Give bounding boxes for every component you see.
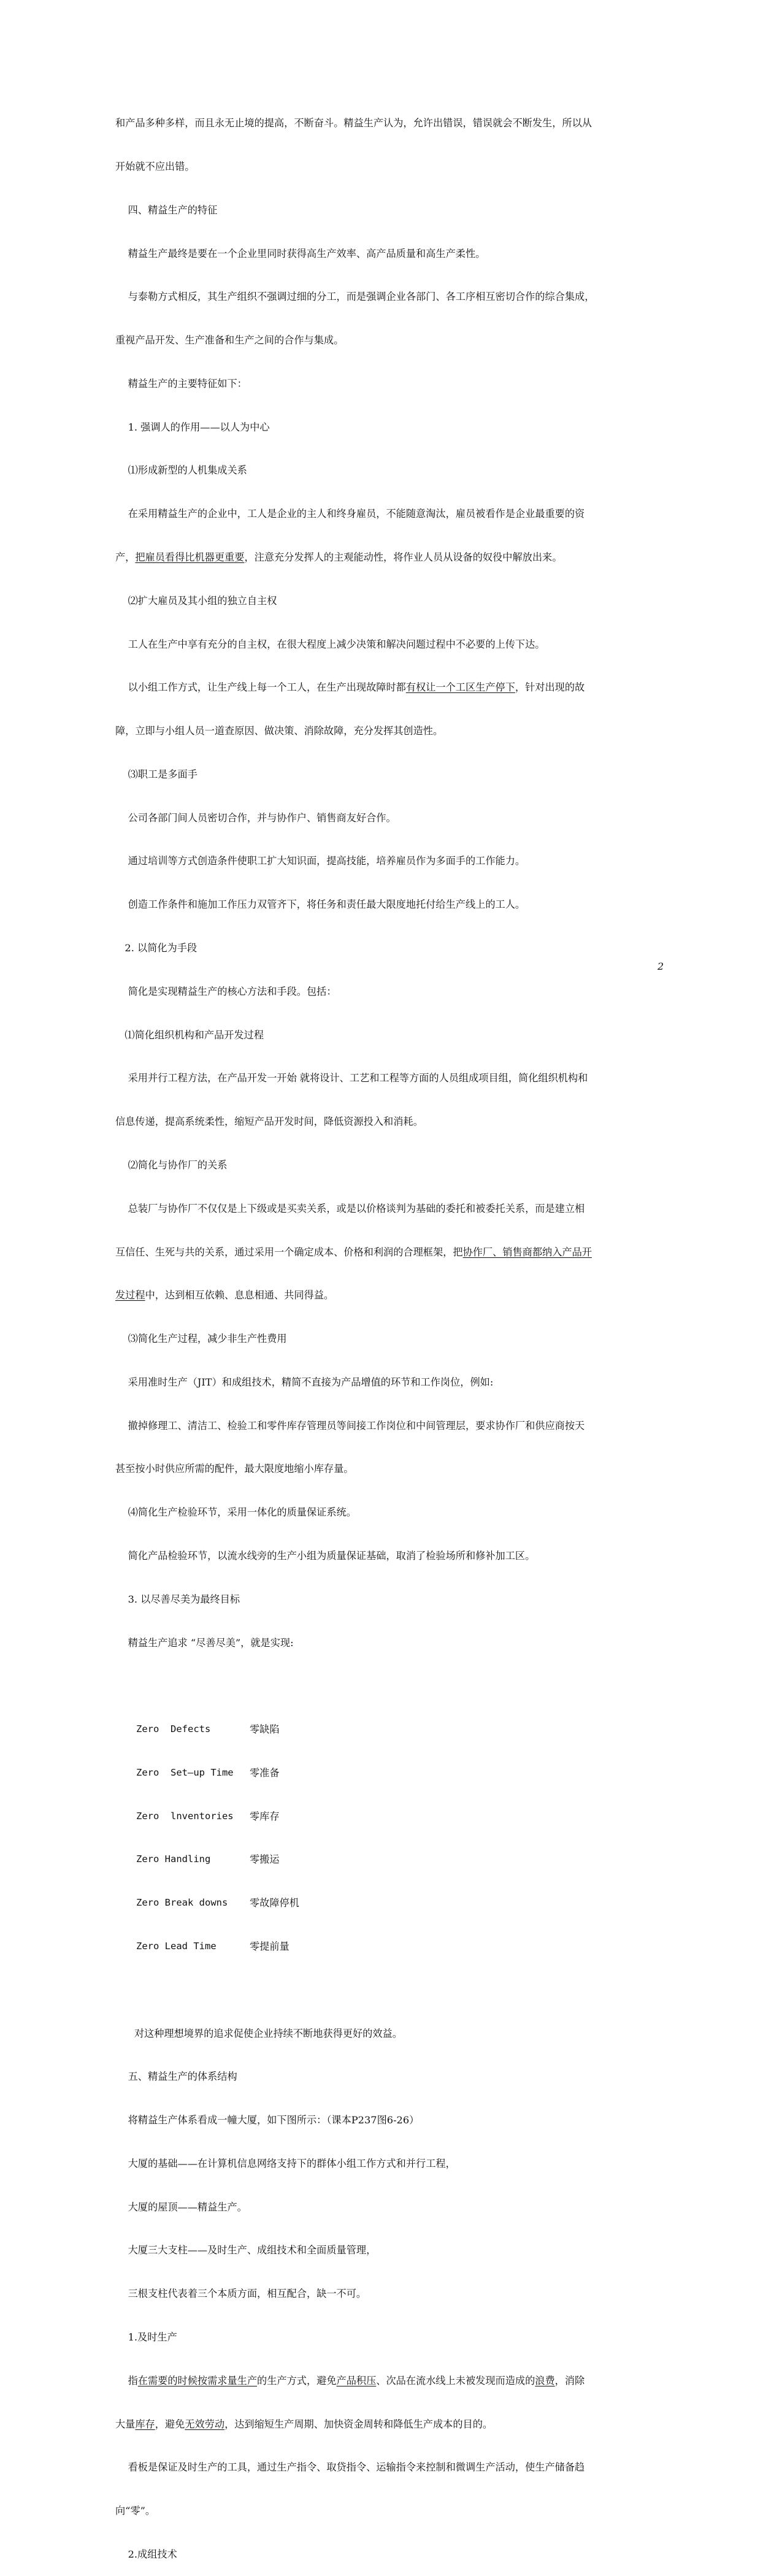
text-line: 大厦的基础——在计算机信息网络支持下的群体小组工作方式和并行工程， [115,2157,456,2169]
underlined-phrase: 库存 [135,2418,155,2430]
underlined-phrase: 把雇员看得比机器更重要 [135,551,245,563]
text-line: 和产品多种多样，而且永无止境的提高，不断奋斗。精益生产认为，允许出错误，错误就会不断发生，所以从 [115,117,592,129]
subheading: ⑷简化生产检验环节，采用一体化的质量保证系统。 [115,1506,356,1519]
text-line: 以小组工作方式，让生产线上每一个工人，在生产出现故障时都有权让一个工区生产停下，针对出现的故 [115,681,585,694]
text-line: 采用并行工程方法，在产品开发一开始 就将设计、工艺和工程等方面的人员组成项目组，简化组织机构和 [115,1072,588,1084]
underlined-phrase: 发过程 [115,1289,145,1301]
underlined-phrase: 浪费 [535,2374,555,2386]
subheading: ⑶简化生产过程，减少非生产性费用 [115,1333,287,1345]
text-line: 撤掉修理工、清洁工、检验工和零件库存管理员等间接工作岗位和中间管理层，要求协作厂和供应商按天 [115,1419,585,1432]
document-body [115,87,672,2576]
subheading: ⑴形成新型的人机集成关系 [115,464,247,477]
zero-goal-item: Zero Defects 零缺陷 [136,1723,280,1736]
section-heading: 五、精益生产的体系结构 [115,2071,237,2083]
underlined-phrase: 在需要的时候按需求量生产 [137,2374,258,2386]
text-line: 将精益生产体系看成一幢大厦，如下图所示：（课本P237图6-26） [115,2114,420,2126]
underlined-phrase: 产品积压 [336,2374,377,2386]
text-line: 在采用精益生产的企业中，工人是企业的主人和终身雇员，不能随意淘汰，雇员被看作是企业最重要的资 [115,508,585,520]
text-line: 总装厂与协作厂不仅仅是上下级或是买卖关系，或是以价格谈判为基础的委托和被委托关系，而是建立相 [115,1202,585,1214]
zero-goal-item: Zero lnventories 零库存 [136,1810,280,1822]
subheading: 1.及时生产 [115,2331,177,2344]
text-line: 公司各部门间人员密切合作，并与协作户、销售商友好合作。 [115,811,396,824]
section-heading: 四、精益生产的特征 [115,204,218,216]
text-line: 甚至按小时供应所需的配件，最大限度地缩小库存量。 [115,1463,354,1475]
text-line: 看板是保证及时生产的工具，通过生产指令、取贷指令、运输指令来控制和微调生产活动，使生产储备趋 [115,2461,585,2474]
text-line: 重视产品开发、生产准备和生产之间的合作与集成。 [115,334,344,347]
zero-goal-item: Zero Set—up Time 零准备 [136,1766,280,1779]
zero-goal-item: Zero Handling 零搬运 [136,1853,280,1866]
text-line: 采用准时生产（JIT）和成组技术，精简不直接为产品增值的环节和工作岗位，例如: [115,1376,494,1388]
text-line: 三根支柱代表着三个本质方面，相互配合，缺一不可。 [115,2288,367,2300]
subheading: ⑵简化与协作厂的关系 [115,1159,228,1171]
underlined-phrase: 协作厂、销售商都纳入产品开 [462,1246,592,1258]
text-line: 通过培训等方式创造条件使职工扩大知识面，提高技能，培养雇员作为多面手的工作能力。 [115,855,526,867]
text-line: 大厦的屋顶——精益生产。 [115,2201,247,2213]
text-line: 创造工作条件和施加工作压力双管齐下，将任务和责任最大限度地托付给生产线上的工人。 [115,899,526,911]
text-line: 向“零”。 [115,2505,156,2517]
text-line: 简化产品检验环节，以流水线旁的生产小组为质量保证基础，取消了检验场所和修补加工区。 [115,1549,535,1562]
text-line: 对这种理想境界的追求促使企业持续不断地获得更好的效益。 [115,2027,402,2039]
subheading: ⑶职工是多面手 [115,768,197,780]
text-line: 产，把雇员看得比机器更重要，注意充分发挥人的主观能动性，将作业人员从设备的奴役中解放出来。 [115,551,562,563]
text-line: 与泰勒方式相反，其生产组织不强调过细的分工，而是强调企业各部门、各工序相互密切合作的综合集成， [115,291,595,303]
text-line: 大量库存，避免无效劳动，达到缩短生产周期、加快资金周转和降低生产成本的目的。 [115,2418,493,2430]
text-line: 指在需要的时候按需求量生产的生产方式，避免产品积压、次品在流水线上未被发现而造成的浪费，消除 [115,2374,585,2386]
zero-goals-list [115,1693,672,1983]
subheading: 1. 强调人的作用——以人为中心 [115,421,270,433]
text-line: 精益生产最终是要在一个企业里同时获得高生产效率、高产品质量和高生产柔性。 [115,247,486,259]
subheading: 2.成组技术 [115,2548,177,2560]
text-line: 信息传递，提高系统柔性，缩短产品开发时间，降低资源投入和消耗。 [115,1116,423,1128]
subheading: ⑴简化组织机构和产品开发过程 [115,1029,264,1041]
underlined-phrase: 有权让一个工区生产停下 [405,681,515,694]
text-line: 障，立即与小组人员一道查原因、做决策、消除故障，充分发挥其创造性。 [115,725,443,737]
text-line: 简化是实现精益生产的核心方法和手段。包括： [115,985,337,997]
zero-goal-item: Zero Break downs 零故障停机 [136,1897,299,1909]
text-line: 精益生产追求 “尽善尽美”，就是实现: [115,1636,294,1649]
subheading: ⑵扩大雇员及其小组的独立自主权 [115,594,277,607]
text-line: 精益生产的主要特征如下： [115,377,247,389]
subheading: 2. 以简化为手段 [115,942,197,954]
text-line: 工人在生产中享有充分的自主权，在很大程度上减少决策和解决问题过程中不必要的上传下达。 [115,638,545,650]
zero-goal-item: Zero Lead Time 零提前量 [136,1941,289,1952]
text-line: 互信任、生死与共的关系，通过采用一个确定成本、价格和利润的合理框架，把协作厂、销售商都纳入产品开 [115,1246,592,1258]
text-line: 大厦三大支柱——及时生产、成组技术和全面质量管理， [115,2244,377,2256]
underlined-phrase: 无效劳动 [185,2418,225,2430]
subheading: 3. 以尽善尽美为最终目标 [115,1593,240,1605]
text-line: 发过程中，达到相互依赖、息息相通、共同得益。 [115,1289,334,1301]
text-line: 开始就不应出错。 [115,160,195,172]
page-number: 2 [657,960,664,972]
